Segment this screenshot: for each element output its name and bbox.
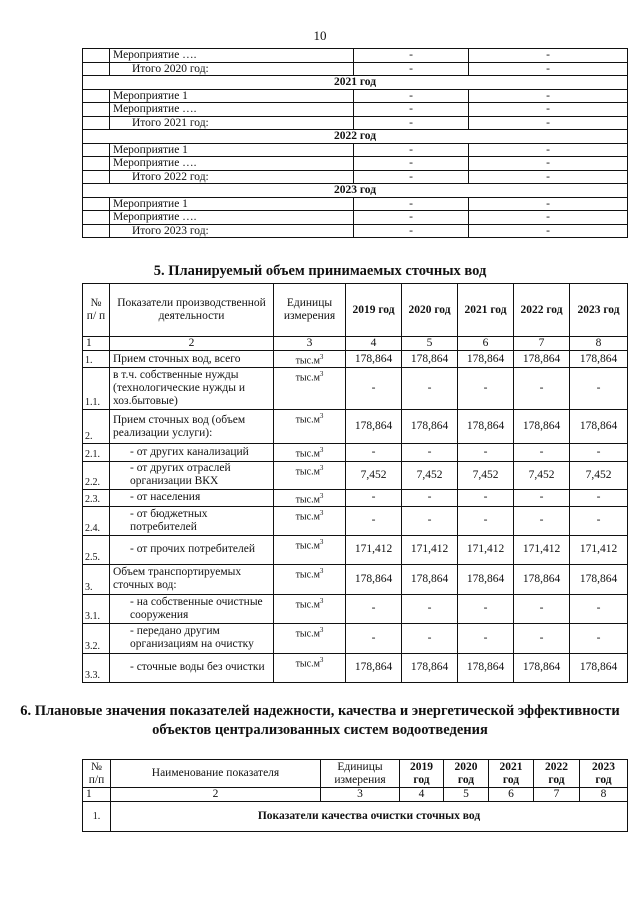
header-row — [83, 284, 628, 337]
row-num: 3.3. — [83, 653, 110, 682]
column-number-row — [83, 788, 628, 802]
measure-label: Мероприятие …. — [110, 49, 354, 63]
column-number-row — [83, 337, 628, 351]
row-num: 1.1. — [83, 368, 110, 410]
value-cell: 178,864 — [458, 351, 514, 368]
indicator-label: - от прочих потребителей — [110, 535, 274, 564]
column-number: 2 — [111, 788, 321, 802]
unit-cell — [274, 444, 346, 461]
unit-base: тыс.м — [295, 511, 320, 523]
value-cell: - — [514, 489, 570, 506]
header-2021: 2021 год — [489, 760, 534, 788]
value-cell: 178,864 — [346, 351, 402, 368]
unit-base: тыс.м — [295, 628, 320, 640]
year-label: 2021 год — [83, 76, 628, 90]
unit-exponent: 3 — [319, 463, 324, 472]
unit-cell — [274, 461, 346, 489]
indicator-label: - от населения — [110, 489, 274, 506]
indicator-label: Прием сточных вод, всего — [110, 351, 274, 368]
value-cell: - — [354, 170, 469, 184]
value-cell: - — [570, 623, 628, 653]
unit-exponent: 3 — [319, 508, 324, 517]
value-cell: 178,864 — [570, 410, 628, 444]
measures-table — [82, 48, 628, 238]
row-num: 2.2. — [83, 461, 110, 489]
table-row — [83, 368, 628, 410]
value-cell: - — [469, 62, 628, 76]
indicator-label: - от других отраслей организации ВКХ — [110, 461, 274, 489]
column-number: 8 — [570, 337, 628, 351]
table-row — [83, 103, 628, 117]
table-row — [83, 170, 628, 184]
section5-title: 5. Планируемый объем принимаемых сточных вод — [153, 263, 487, 279]
row-num: 2.1. — [83, 444, 110, 461]
unit-exponent: 3 — [319, 412, 324, 421]
column-number: 4 — [400, 788, 444, 802]
indicator-label: - передано другим организациям на очистку — [110, 623, 274, 653]
indicator-label: - сточные воды без очистки — [110, 653, 274, 682]
unit-exponent: 3 — [319, 353, 324, 361]
unit-cell — [274, 489, 346, 506]
indicator-label: - на собственные очистные сооружения — [110, 594, 274, 623]
table-row — [83, 594, 628, 623]
value-cell: - — [346, 444, 402, 461]
value-cell: - — [570, 489, 628, 506]
value-cell: - — [354, 89, 469, 103]
value-cell: - — [469, 197, 628, 211]
value-cell: 171,412 — [570, 535, 628, 564]
value-cell: 171,412 — [346, 535, 402, 564]
column-number: 3 — [274, 337, 346, 351]
value-cell: - — [354, 116, 469, 130]
value-cell: 178,864 — [514, 564, 570, 594]
row-num — [83, 89, 110, 103]
row-num — [83, 49, 110, 63]
column-number: 1 — [83, 337, 110, 351]
unit-base: тыс.м — [295, 414, 320, 426]
unit-cell — [274, 351, 346, 368]
header-2020: 2020 год — [444, 760, 489, 788]
header-unit: Единицы измерения — [321, 760, 400, 788]
header-indicator: Наименование показателя — [111, 760, 321, 788]
value-cell: 178,864 — [458, 410, 514, 444]
value-cell: - — [354, 211, 469, 225]
value-cell: - — [570, 444, 628, 461]
value-cell: - — [469, 89, 628, 103]
measure-label: Мероприятие …. — [110, 211, 354, 225]
value-cell: - — [469, 103, 628, 117]
column-number: 3 — [321, 788, 400, 802]
header-row — [83, 760, 628, 788]
value-cell: - — [354, 103, 469, 117]
row-num: 1. — [83, 351, 110, 368]
unit-exponent: 3 — [319, 537, 324, 546]
column-number: 6 — [489, 788, 534, 802]
header-2023: 2023 год — [580, 760, 628, 788]
unit-cell — [274, 564, 346, 594]
value-cell: 7,452 — [458, 461, 514, 489]
total-label: Итого 2022 год: — [110, 170, 354, 184]
value-cell: - — [570, 368, 628, 410]
column-number: 5 — [444, 788, 489, 802]
column-number: 1 — [83, 788, 111, 802]
unit-exponent: 3 — [319, 625, 324, 634]
row-num: 2.4. — [83, 506, 110, 535]
value-cell: 178,864 — [346, 653, 402, 682]
value-cell: - — [354, 143, 469, 157]
value-cell: - — [469, 49, 628, 63]
year-row — [83, 184, 628, 198]
value-cell: - — [402, 368, 458, 410]
unit-cell — [274, 368, 346, 410]
unit-base: тыс.м — [295, 372, 320, 384]
row-num — [83, 197, 110, 211]
column-number: 7 — [534, 788, 580, 802]
value-cell: 171,412 — [514, 535, 570, 564]
value-cell: 178,864 — [514, 351, 570, 368]
indicator-label: - от других канализаций — [110, 444, 274, 461]
value-cell: - — [514, 623, 570, 653]
value-cell: - — [346, 623, 402, 653]
indicator-label: Прием сточных вод (объем реализации услуги): — [110, 410, 274, 444]
value-cell: - — [458, 623, 514, 653]
column-number: 8 — [580, 788, 628, 802]
unit-cell — [274, 623, 346, 653]
unit-base: тыс.м — [295, 448, 320, 460]
row-num — [83, 157, 110, 171]
row-num — [83, 143, 110, 157]
value-cell: 7,452 — [346, 461, 402, 489]
value-cell: - — [354, 157, 469, 171]
indicator-label: - от бюджетных потребителей — [110, 506, 274, 535]
value-cell: - — [346, 594, 402, 623]
table-row — [83, 89, 628, 103]
unit-cell — [274, 594, 346, 623]
unit-exponent: 3 — [319, 566, 324, 575]
section6-title: 6. Плановые значения показателей надежности, качества и энергетической эффективности объектов централизованных систем водоотведения — [20, 703, 620, 738]
row-num: 1. — [83, 802, 111, 832]
value-cell: 178,864 — [402, 351, 458, 368]
value-cell: 171,412 — [458, 535, 514, 564]
total-label: Итого 2021 год: — [110, 116, 354, 130]
value-cell: - — [402, 444, 458, 461]
row-num: 2.5. — [83, 535, 110, 564]
value-cell: - — [458, 594, 514, 623]
value-cell: - — [458, 368, 514, 410]
page-number: 10 — [313, 28, 327, 43]
total-label: Итого 2023 год: — [110, 224, 354, 238]
header-unit: Единицы измерения — [274, 284, 346, 337]
measure-label: Мероприятие 1 — [110, 89, 354, 103]
row-num — [83, 103, 110, 117]
row-num: 2. — [83, 410, 110, 444]
column-number: 6 — [458, 337, 514, 351]
year-label: 2022 год — [83, 130, 628, 144]
header-2020: 2020 год — [402, 284, 458, 337]
table-row — [83, 623, 628, 653]
header-num: № п/ п — [83, 284, 110, 337]
value-cell: - — [354, 62, 469, 76]
value-cell: - — [354, 49, 469, 63]
column-number: 5 — [402, 337, 458, 351]
table-row — [83, 653, 628, 682]
unit-cell — [274, 506, 346, 535]
wastewater-volume-table — [82, 283, 628, 683]
table-row — [83, 444, 628, 461]
value-cell: - — [346, 506, 402, 535]
unit-base: тыс.м — [295, 569, 320, 581]
unit-base: тыс.м — [295, 355, 320, 367]
table-row — [83, 143, 628, 157]
column-number: 4 — [346, 337, 402, 351]
unit-cell — [274, 653, 346, 682]
unit-cell — [274, 535, 346, 564]
value-cell: 178,864 — [570, 351, 628, 368]
value-cell: - — [469, 157, 628, 171]
indicators-table — [82, 759, 628, 832]
value-cell: 178,864 — [402, 653, 458, 682]
header-2023: 2023 год — [570, 284, 628, 337]
value-cell: 178,864 — [514, 653, 570, 682]
value-cell: - — [346, 368, 402, 410]
header-2019: 2019 год — [346, 284, 402, 337]
value-cell: - — [469, 170, 628, 184]
value-cell: - — [514, 594, 570, 623]
value-cell: - — [469, 143, 628, 157]
value-cell: - — [514, 444, 570, 461]
unit-base: тыс.м — [295, 599, 320, 611]
row-num: 3. — [83, 564, 110, 594]
unit-exponent: 3 — [319, 596, 324, 605]
measure-label: Мероприятие 1 — [110, 143, 354, 157]
value-cell: - — [570, 506, 628, 535]
value-cell: 7,452 — [402, 461, 458, 489]
table-row — [83, 351, 628, 368]
table-row — [83, 506, 628, 535]
value-cell: - — [469, 211, 628, 225]
table-row — [83, 802, 628, 832]
unit-exponent: 3 — [319, 491, 324, 500]
table-row — [83, 535, 628, 564]
value-cell: 7,452 — [570, 461, 628, 489]
value-cell: 178,864 — [514, 410, 570, 444]
value-cell: - — [458, 489, 514, 506]
value-cell: 178,864 — [402, 410, 458, 444]
year-row — [83, 76, 628, 90]
table-row — [83, 489, 628, 506]
value-cell: - — [458, 444, 514, 461]
value-cell: - — [402, 489, 458, 506]
value-cell: 178,864 — [346, 410, 402, 444]
unit-base: тыс.м — [295, 493, 320, 505]
unit-base: тыс.м — [295, 658, 320, 670]
value-cell: 7,452 — [514, 461, 570, 489]
value-cell: - — [469, 224, 628, 238]
unit-exponent: 3 — [319, 446, 324, 455]
column-number: 7 — [514, 337, 570, 351]
row-num — [83, 62, 110, 76]
unit-exponent: 3 — [319, 370, 324, 379]
unit-base: тыс.м — [295, 465, 320, 477]
table-row — [83, 49, 628, 63]
value-cell: - — [346, 489, 402, 506]
row-num: 2.3. — [83, 489, 110, 506]
measure-label: Мероприятие …. — [110, 157, 354, 171]
value-cell: - — [354, 197, 469, 211]
table-row — [83, 461, 628, 489]
value-cell: - — [354, 224, 469, 238]
measure-label: Мероприятие 1 — [110, 197, 354, 211]
column-number: 2 — [110, 337, 274, 351]
value-cell: - — [458, 506, 514, 535]
row-num — [83, 116, 110, 130]
header-2022: 2022 год — [514, 284, 570, 337]
value-cell: - — [514, 368, 570, 410]
unit-exponent: 3 — [319, 655, 324, 664]
value-cell: - — [402, 506, 458, 535]
row-num: 3.1. — [83, 594, 110, 623]
table-row — [83, 157, 628, 171]
row-num — [83, 224, 110, 238]
unit-cell — [274, 410, 346, 444]
row-num: 3.2. — [83, 623, 110, 653]
value-cell: - — [402, 623, 458, 653]
table-row — [83, 564, 628, 594]
value-cell: - — [402, 594, 458, 623]
value-cell: 178,864 — [570, 564, 628, 594]
table-row — [83, 224, 628, 238]
table-row — [83, 410, 628, 444]
value-cell: - — [570, 594, 628, 623]
measure-label: Мероприятие …. — [110, 103, 354, 117]
table-row — [83, 116, 628, 130]
value-cell: 178,864 — [346, 564, 402, 594]
value-cell: 178,864 — [458, 653, 514, 682]
value-cell: - — [514, 506, 570, 535]
indicator-label: в т.ч. собственные нужды (технологические нужды и хоз.бытовые) — [110, 368, 274, 410]
value-cell: 178,864 — [402, 564, 458, 594]
year-row — [83, 130, 628, 144]
indicator-label: Объем транспортируемых сточных вод: — [110, 564, 274, 594]
value-cell: 178,864 — [458, 564, 514, 594]
group-label: Показатели качества очистки сточных вод — [111, 802, 628, 832]
row-num — [83, 211, 110, 225]
value-cell: 178,864 — [570, 653, 628, 682]
table-row — [83, 197, 628, 211]
header-2019: 2019 год — [400, 760, 444, 788]
total-label: Итого 2020 год: — [110, 62, 354, 76]
header-2022: 2022 год — [534, 760, 580, 788]
table-row — [83, 211, 628, 225]
header-num: № п/п — [83, 760, 111, 788]
year-label: 2023 год — [83, 184, 628, 198]
table-row — [83, 62, 628, 76]
value-cell: 171,412 — [402, 535, 458, 564]
header-indicator: Показатели производственной деятельности — [110, 284, 274, 337]
row-num — [83, 170, 110, 184]
header-2021: 2021 год — [458, 284, 514, 337]
unit-base: тыс.м — [295, 540, 320, 552]
value-cell: - — [469, 116, 628, 130]
